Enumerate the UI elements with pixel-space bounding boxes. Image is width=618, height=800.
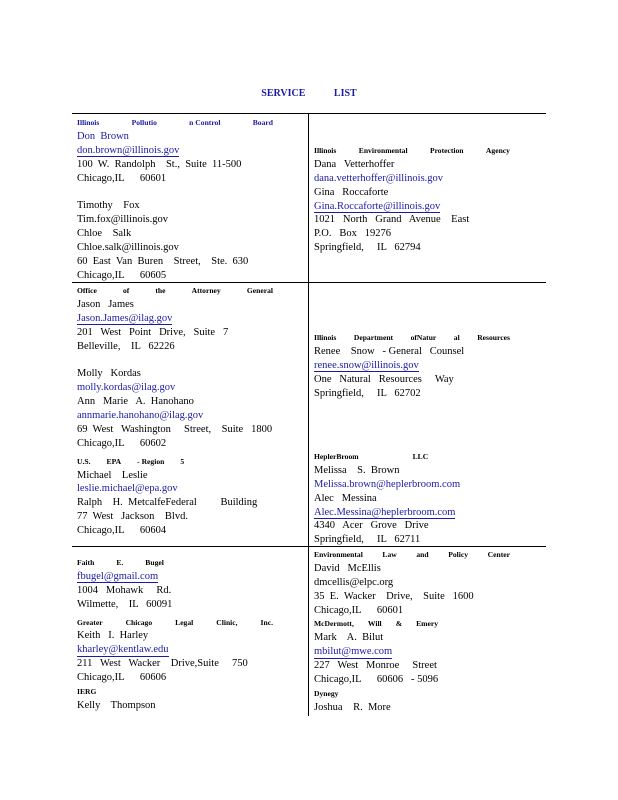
contact-line: 77 West Jackson Blvd. xyxy=(77,511,188,523)
contact-line: Chicago,IL 60606 xyxy=(77,672,167,684)
contact-line: Springfield, IL 62711 xyxy=(314,534,421,546)
org-heading-word: Pollutio xyxy=(131,118,157,127)
org-heading-word: Illinois xyxy=(314,146,337,155)
cell-illinois-epa xyxy=(314,144,510,255)
contact-row xyxy=(77,598,273,612)
email-link[interactable]: annmarie.hanohano@ilag.gov xyxy=(77,410,204,422)
contact-line: Kelly Thompson xyxy=(77,699,156,711)
org-heading-word: HeplerBroom xyxy=(314,452,359,461)
org-heading-word: EPA xyxy=(106,456,122,466)
contact-row xyxy=(314,701,510,715)
org-heading-word: - Region xyxy=(137,456,165,466)
contact-row xyxy=(77,409,273,423)
blank-line xyxy=(77,353,273,367)
org-heading-word: al xyxy=(453,333,460,342)
contact-line: 1021 North Grand Avenue East xyxy=(314,214,470,226)
contact-row xyxy=(77,172,273,186)
contact-row xyxy=(77,671,273,685)
email-link[interactable]: kharley@kentlaw.edu xyxy=(77,644,169,656)
contact-row xyxy=(314,241,510,255)
contact-line: Joshua R. More xyxy=(314,701,391,713)
contact-line: Mark A. Bilut xyxy=(314,632,384,644)
org-heading-word: Environmental xyxy=(314,550,363,559)
contact-line: 35 E. Wacker Drive, Suite 1600 xyxy=(314,590,474,602)
contact-line: Alec Messina xyxy=(314,492,377,504)
contact-row xyxy=(77,395,273,409)
org-heading-word: Faith xyxy=(77,558,95,567)
contact-row xyxy=(77,326,273,340)
org-heading-word: Illinois xyxy=(314,333,337,342)
contact-line: Chicago,IL 60601 xyxy=(314,604,404,616)
org-heading-word: Policy xyxy=(448,550,469,559)
contact-line: Ann Marie A. Hanohano xyxy=(77,396,194,408)
cell-faith-bugel xyxy=(77,556,273,713)
row-divider xyxy=(72,113,546,114)
contact-line: Chicago,IL 60604 xyxy=(77,525,167,537)
contact-row xyxy=(314,478,510,492)
contact-line: Ralph H. MetcalfeFederal Building xyxy=(77,497,258,509)
contact-row xyxy=(314,645,510,659)
contact-row xyxy=(314,200,510,214)
contact-row xyxy=(314,359,510,373)
contact-line: Melissa S. Brown xyxy=(314,464,400,476)
org-heading xyxy=(314,617,438,631)
contact-line: Molly Kordas xyxy=(77,368,141,380)
org-heading-word: Greater xyxy=(77,617,103,627)
org-heading-word: and xyxy=(416,550,429,559)
org-heading-word: Law xyxy=(382,550,397,559)
contact-line: 69 West Washington Street, Suite 1800 xyxy=(77,423,273,435)
org-heading-word: IERG xyxy=(77,687,97,697)
blank-line xyxy=(77,185,273,199)
org-heading-word: Chicago xyxy=(125,617,153,627)
org-heading-word: ofNatur xyxy=(410,333,437,342)
contact-line: Renee Snow - General Counsel xyxy=(314,345,465,357)
org-heading-word: of xyxy=(122,286,130,295)
contact-row xyxy=(77,269,273,283)
contact-line: dmcellis@elpc.org xyxy=(314,576,394,588)
org-heading-word: Board xyxy=(252,118,273,127)
org-heading-word: Agency xyxy=(485,146,510,155)
org-heading-word: Legal xyxy=(175,617,194,627)
email-link[interactable]: leslie.michael@epa.gov xyxy=(77,483,178,495)
contact-row xyxy=(77,510,273,524)
org-heading-word: Clinic, xyxy=(216,617,238,627)
org-heading-word: the xyxy=(155,286,166,295)
email-link[interactable]: mbilut@mwe.com xyxy=(314,646,393,658)
service-list-table xyxy=(72,113,546,716)
email-link[interactable]: Gina.Roccaforte@illinois.gov xyxy=(314,200,441,212)
org-heading xyxy=(77,685,273,699)
contact-row xyxy=(77,699,273,713)
contact-row xyxy=(77,241,273,255)
contact-row xyxy=(314,373,510,387)
org-heading xyxy=(314,687,510,701)
contact-row xyxy=(314,631,510,645)
email-link[interactable]: fbugel@gmail.com xyxy=(77,570,159,582)
org-heading-word: McDermott, xyxy=(314,619,354,629)
contact-row xyxy=(314,519,510,533)
contact-row xyxy=(314,227,510,241)
contact-row xyxy=(77,227,273,241)
contact-line: 1004 Mohawk Rd. xyxy=(77,584,172,596)
contact-row xyxy=(77,130,273,144)
contact-row xyxy=(77,657,273,671)
contact-line: Wilmette, IL 60091 xyxy=(77,598,173,610)
org-heading xyxy=(77,556,273,570)
contact-line: Gina Roccaforte xyxy=(314,186,389,198)
org-heading xyxy=(314,548,510,562)
contact-row xyxy=(77,340,273,354)
email-link[interactable]: Alec.Messina@heplerbroom.com xyxy=(314,506,456,518)
email-link[interactable]: Don Brown xyxy=(77,130,129,142)
contact-row xyxy=(314,533,510,547)
contact-row xyxy=(77,423,273,437)
contact-row xyxy=(77,496,273,510)
contact-row xyxy=(314,576,510,590)
contact-line: Michael Leslie xyxy=(77,469,148,481)
page-title: SERVICE LIST xyxy=(261,88,357,99)
contact-row xyxy=(77,312,273,326)
contact-line: Tim.fox@illinois.gov xyxy=(77,214,168,226)
email-link[interactable]: molly.kordas@ilag.gov xyxy=(77,382,176,394)
contact-line: Timothy Fox xyxy=(77,200,140,212)
org-heading-word: E. xyxy=(116,558,124,567)
org-heading-word: Inc. xyxy=(260,617,273,627)
contact-row xyxy=(314,604,510,618)
contact-row xyxy=(314,186,510,200)
contact-line: David McEllis xyxy=(314,562,381,574)
contact-line: 201 West Point Drive, Suite 7 xyxy=(77,326,229,338)
cell-heplerbroom xyxy=(314,450,510,547)
contact-row xyxy=(77,584,273,598)
cell-pollution-control-board xyxy=(77,116,273,283)
org-heading-word: Resources xyxy=(477,333,510,342)
contact-line: Springfield, IL 62702 xyxy=(314,387,421,399)
org-heading-word: & xyxy=(395,619,403,629)
contact-line: One Natural Resources Way xyxy=(314,373,454,385)
contact-row xyxy=(77,469,273,483)
contact-line: Chloe Salk xyxy=(77,228,132,240)
contact-line: 227 West Monroe Street xyxy=(314,660,437,672)
contact-row xyxy=(77,213,273,227)
org-heading-word: Attorney xyxy=(191,286,221,295)
email-link[interactable]: dana.vetterhoffer@illinois.gov xyxy=(314,172,444,184)
org-heading-word: Bugel xyxy=(145,558,164,567)
contact-line: Chicago,IL 60605 xyxy=(77,269,167,281)
contact-line: Springfield, IL 62794 xyxy=(314,242,421,254)
org-heading-word: Will xyxy=(367,619,382,629)
contact-row xyxy=(77,158,273,172)
contact-row xyxy=(314,673,510,687)
contact-row xyxy=(77,381,273,395)
org-heading-word: Emery xyxy=(416,619,438,629)
contact-line: Belleville, IL 62226 xyxy=(77,340,175,352)
contact-line: Chloe.salk@illinois.gov xyxy=(77,242,179,254)
org-heading-word: Dynegy xyxy=(314,688,339,698)
org-heading-word: Department xyxy=(353,333,394,342)
org-heading-word: Illinois xyxy=(77,118,100,127)
contact-row xyxy=(77,629,273,643)
contact-row xyxy=(314,158,510,172)
contact-row xyxy=(77,199,273,213)
email-link[interactable]: renee.snow@illinois.gov xyxy=(314,359,419,371)
contact-row xyxy=(77,570,273,584)
contact-line: Chicago,IL 60606 - 5096 xyxy=(314,674,439,686)
contact-row xyxy=(314,464,510,478)
contact-row xyxy=(314,562,510,576)
cell-attorney-general xyxy=(77,284,273,538)
column-divider xyxy=(308,113,309,716)
org-heading-word: General xyxy=(246,286,273,295)
contact-line: 100 W. Randolph St., Suite 11-500 xyxy=(77,158,242,170)
contact-row xyxy=(77,298,273,312)
org-heading xyxy=(314,450,510,464)
org-heading xyxy=(77,455,273,469)
org-heading-word: Protection xyxy=(429,146,464,155)
contact-row xyxy=(314,387,510,401)
contact-line: Dana Vetterhoffer xyxy=(314,158,395,170)
contact-row xyxy=(77,524,273,538)
contact-row xyxy=(77,255,273,269)
email-link[interactable]: don.brown@illinois.gov xyxy=(77,144,180,156)
org-heading xyxy=(77,116,273,130)
org-heading xyxy=(77,284,273,298)
contact-line: Keith I. Harley xyxy=(77,630,149,642)
contact-row xyxy=(314,492,510,506)
org-heading-word: Office xyxy=(77,286,97,295)
org-heading-word: Environmental xyxy=(358,146,408,155)
contact-line: Chicago,IL 60602 xyxy=(77,437,167,449)
org-heading xyxy=(314,144,510,158)
contact-row xyxy=(314,172,510,186)
org-heading xyxy=(77,616,273,630)
org-heading-word: 5 xyxy=(180,456,185,466)
contact-row xyxy=(314,506,510,520)
org-heading-word: LLC xyxy=(412,452,429,461)
contact-line: 60 East Van Buren Street, Ste. 630 xyxy=(77,255,249,267)
contact-row xyxy=(77,367,273,381)
email-link[interactable]: Melissa.brown@heplerbroom.com xyxy=(314,478,461,490)
org-heading-word: n Control xyxy=(189,118,221,127)
contact-row xyxy=(77,482,273,496)
contact-line: Jason James xyxy=(77,298,134,310)
org-heading-word: Center xyxy=(487,550,510,559)
contact-line: P.O. Box 19276 xyxy=(314,228,392,240)
contact-row xyxy=(314,345,510,359)
contact-row xyxy=(314,213,510,227)
cell-elpc xyxy=(314,548,510,715)
contact-row xyxy=(77,643,273,657)
contact-row xyxy=(77,144,273,158)
cell-dnr xyxy=(314,331,510,400)
org-heading xyxy=(314,331,510,345)
contact-line: Chicago,IL 60601 xyxy=(77,172,167,184)
contact-row xyxy=(314,590,510,604)
contact-line: 4340 Acer Grove Drive xyxy=(314,520,429,532)
contact-line: 211 West Wacker Drive,Suite 750 xyxy=(77,658,248,670)
org-heading-word: U.S. xyxy=(77,456,91,466)
contact-row xyxy=(314,659,510,673)
contact-row xyxy=(77,437,273,451)
email-link[interactable]: Jason.James@ilag.gov xyxy=(77,312,173,324)
